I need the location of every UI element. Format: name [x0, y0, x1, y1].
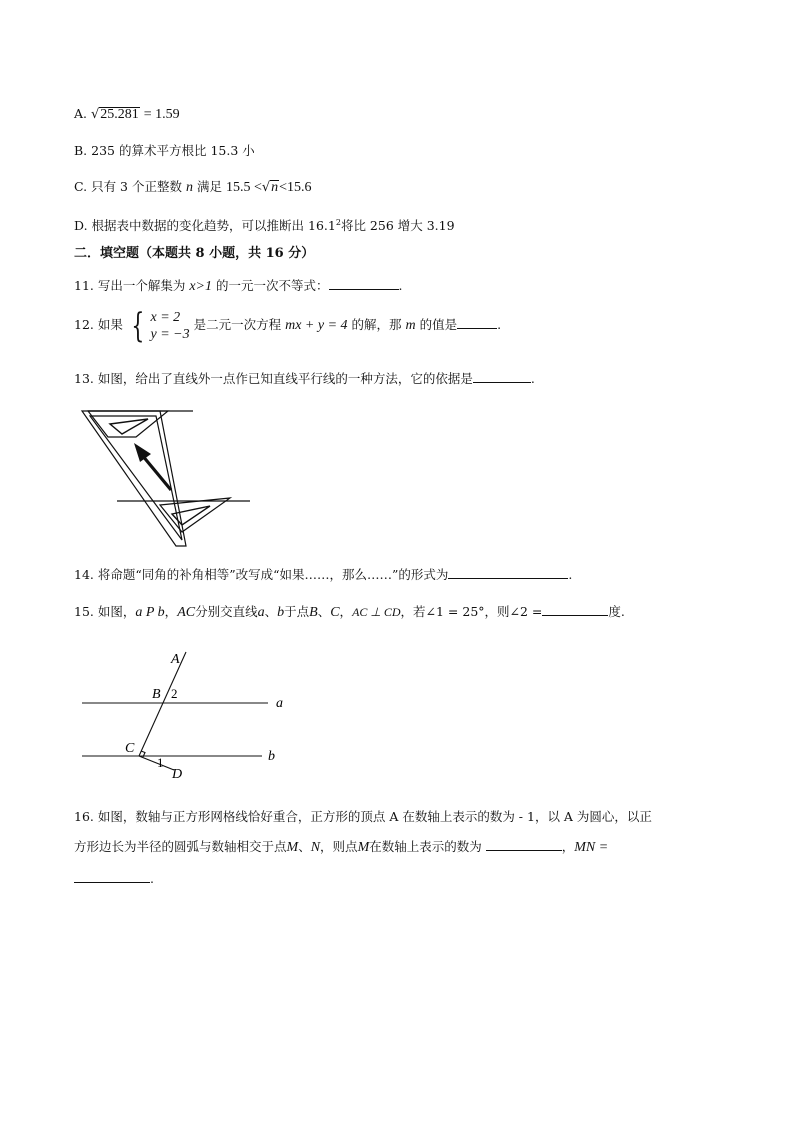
option-a-label: A. [74, 106, 88, 121]
q15-C: C [330, 605, 340, 620]
q15-sep3: 、 [317, 604, 331, 619]
sqrt-sign: √ [91, 107, 100, 122]
label-D: D [172, 767, 183, 782]
option-c-pre: C. 只有 3 个正整数 [74, 179, 182, 194]
q15-perp: AC ⊥ CD [352, 605, 401, 619]
answer-blank[interactable] [486, 838, 562, 851]
q11-cond: x>1 [189, 279, 213, 294]
q15-b: b [277, 605, 285, 620]
option-d-pre: D. 根据表中数据的变化趋势，可以推断出 16.1 [74, 218, 336, 234]
q16-pre: 方形边长为半径的圆弧与数轴相交于点 [74, 839, 287, 854]
question-16-line3 [74, 870, 154, 888]
q11-pre: 11. 写出一个解集为 [74, 278, 186, 293]
option-c-right: <15.6 [279, 180, 312, 195]
q13-text: 13. 如图，给出了直线外一点作已知直线平行线的一种方法，它的依据是 [74, 371, 473, 386]
option-a-rest: = 1.59 [143, 107, 180, 122]
q16-sep: 、 [298, 839, 311, 854]
sqrt-sign: √ [261, 180, 271, 195]
q12-var: m [405, 318, 416, 333]
label-1: 1 [157, 755, 164, 770]
label-B: B [152, 687, 161, 702]
q12-post: 的解，那 [351, 317, 402, 332]
label-C: C [125, 741, 135, 756]
option-c-mid: 满足 [196, 179, 222, 194]
q15-a: a [257, 605, 265, 620]
q16-MN: MN = [574, 840, 609, 855]
q15-end: 度. [608, 604, 625, 619]
q15-parallel: a P b [135, 605, 165, 620]
option-c-left: 15.5 < [225, 180, 262, 195]
q12-equation: mx + y = 4 [285, 318, 348, 333]
q14-end: . [568, 567, 573, 582]
q15-pre: 15. 如图， [74, 604, 136, 619]
q15-sep2: 、 [264, 604, 278, 619]
answer-blank[interactable] [74, 870, 150, 883]
q15-ac: AC [177, 605, 196, 620]
q12-mid: 是二元一次方程 [193, 317, 282, 332]
q12-end: . [497, 317, 502, 332]
q12-post2: 的值是 [419, 317, 458, 332]
label-b: b [268, 749, 275, 764]
q16-M: M [286, 840, 299, 855]
option-c-var: n [185, 180, 193, 195]
label-a: a [276, 696, 283, 711]
label-2: 2 [171, 686, 178, 701]
q16-comma: ， [561, 839, 575, 854]
q12-pre: 12. 如果 [74, 317, 123, 332]
label-A: A [171, 652, 180, 667]
q14-text: 14. 将命题“同角的补角相等”改写成“如果……，那么……”的形式为 [74, 567, 449, 582]
q12-eq2: y = −3 [150, 326, 190, 342]
q15-sep4: ， [339, 604, 353, 619]
q15-mid: 分别交直线 [195, 604, 258, 619]
option-b: B. 235 的算术平方根比 15.3 小 [74, 143, 255, 158]
q15-sep: ， [164, 604, 178, 619]
q16-N: N [310, 840, 321, 855]
q11-post: 的一元一次不等式： [216, 278, 329, 293]
option-d-post: 将比 256 增大 3.19 [340, 218, 455, 234]
question-16-line1: 16. 如图，数轴与正方形网格线恰好重合，正方形的顶点 A 在数轴上表示的数为 - 1，以 A 为圆心，以正 [74, 809, 652, 824]
option-d-sup: 2 [335, 218, 341, 227]
q15-mid2: 于点 [284, 604, 310, 619]
q16-end: . [150, 871, 154, 886]
section-title: 二．填空题（本题共 8 小题，共 16 分） [74, 246, 315, 261]
radicand: 25.281 [100, 107, 139, 122]
question-16-line2 [74, 838, 608, 857]
q15-B: B [309, 605, 318, 620]
q16-M2: M [357, 840, 370, 855]
q11-end: . [398, 278, 403, 293]
q13-end: . [530, 371, 535, 386]
q12-eq1: x = 2 [150, 309, 181, 325]
brace: { [131, 305, 145, 346]
option-c-radicand: n [271, 180, 279, 195]
q16-mid: ，则点 [320, 839, 358, 854]
q15-mid3: ，若∠1 = 25°，则∠2 = [400, 604, 543, 619]
q16-post: 在数轴上表示的数为 [369, 839, 482, 854]
